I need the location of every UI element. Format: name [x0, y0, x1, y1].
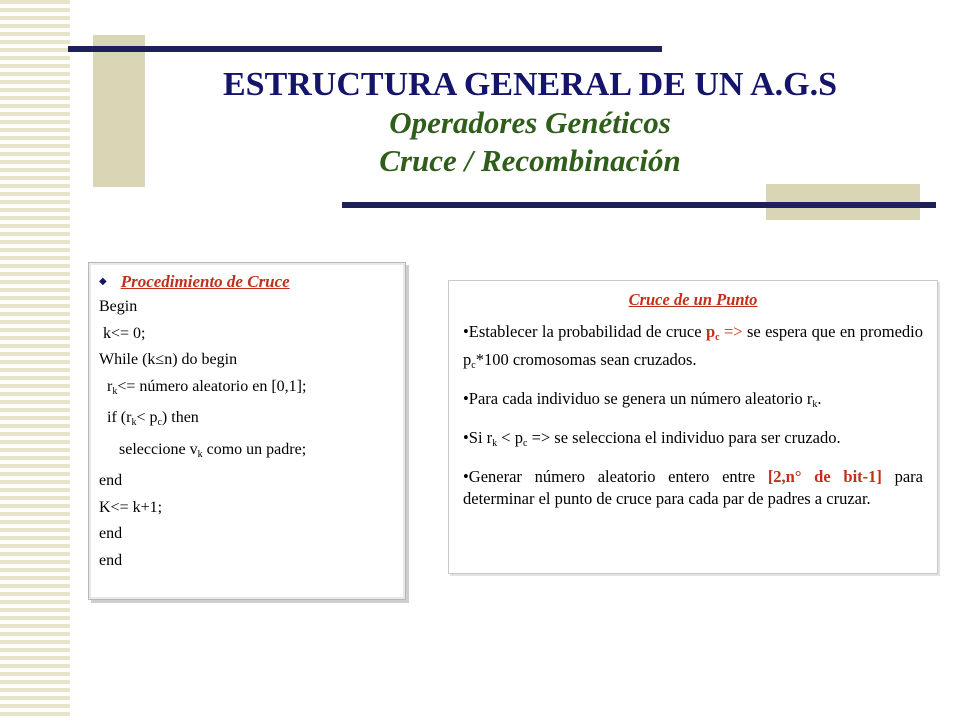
code-line: end: [99, 551, 123, 569]
diamond-bullet-icon: ◆: [99, 276, 107, 287]
procedure-heading: [99, 269, 395, 294]
code-line: Begin: [99, 298, 138, 315]
pseudocode: [99, 294, 395, 574]
code-line: K<= k+1;: [99, 498, 163, 516]
single-point-title: Cruce de un Punto: [628, 290, 758, 309]
bullet-item: •Para cada individuo se genera un número aleatorio $r_k$.: [463, 389, 822, 410]
code-line: seleccione $v_k$ como un padre;: [119, 440, 307, 460]
title-rule-top: [68, 46, 662, 52]
crossover-procedure-box: [88, 262, 406, 600]
title-line-1: ESTRUCTURA GENERAL DE UN A.G.S: [222, 66, 838, 103]
title-decor-block: [93, 35, 145, 187]
code-line: if $(r_k< p_c)$ then: [107, 409, 199, 428]
code-line: While (k≤n) do begin: [99, 351, 238, 368]
code-line: $r_k<=$ número aleatorio en [0,1];: [107, 377, 307, 397]
bullet-item: •Generar número aleatorio entero entre [2,n° de bit-1] para determinar el punto de cruce para cada par de padres a cruzar.: [463, 467, 923, 508]
procedure-title: Procedimiento de Cruce: [120, 272, 290, 291]
bullet-item: •Establecer la probabilidad de cruce $p_c$ => se espera que en promedio $p_c*100$ cromosomas sean cruzados.: [463, 322, 924, 371]
title-rule-bottom: [342, 202, 936, 208]
title-line-3: Cruce / Recombinación: [379, 143, 681, 178]
slide-title: [150, 66, 910, 180]
code-line: k<= 0;: [103, 324, 146, 342]
single-point-crossover-box: [448, 280, 938, 574]
left-stripe-decoration: [0, 0, 70, 720]
code-line: end: [99, 525, 123, 542]
code-line: end: [99, 472, 123, 489]
bullet-item: •Si $r_k < p_c$ => se selecciona el individuo para ser cruzado.: [463, 428, 841, 449]
title-line-2: Operadores Genéticos: [389, 105, 671, 140]
